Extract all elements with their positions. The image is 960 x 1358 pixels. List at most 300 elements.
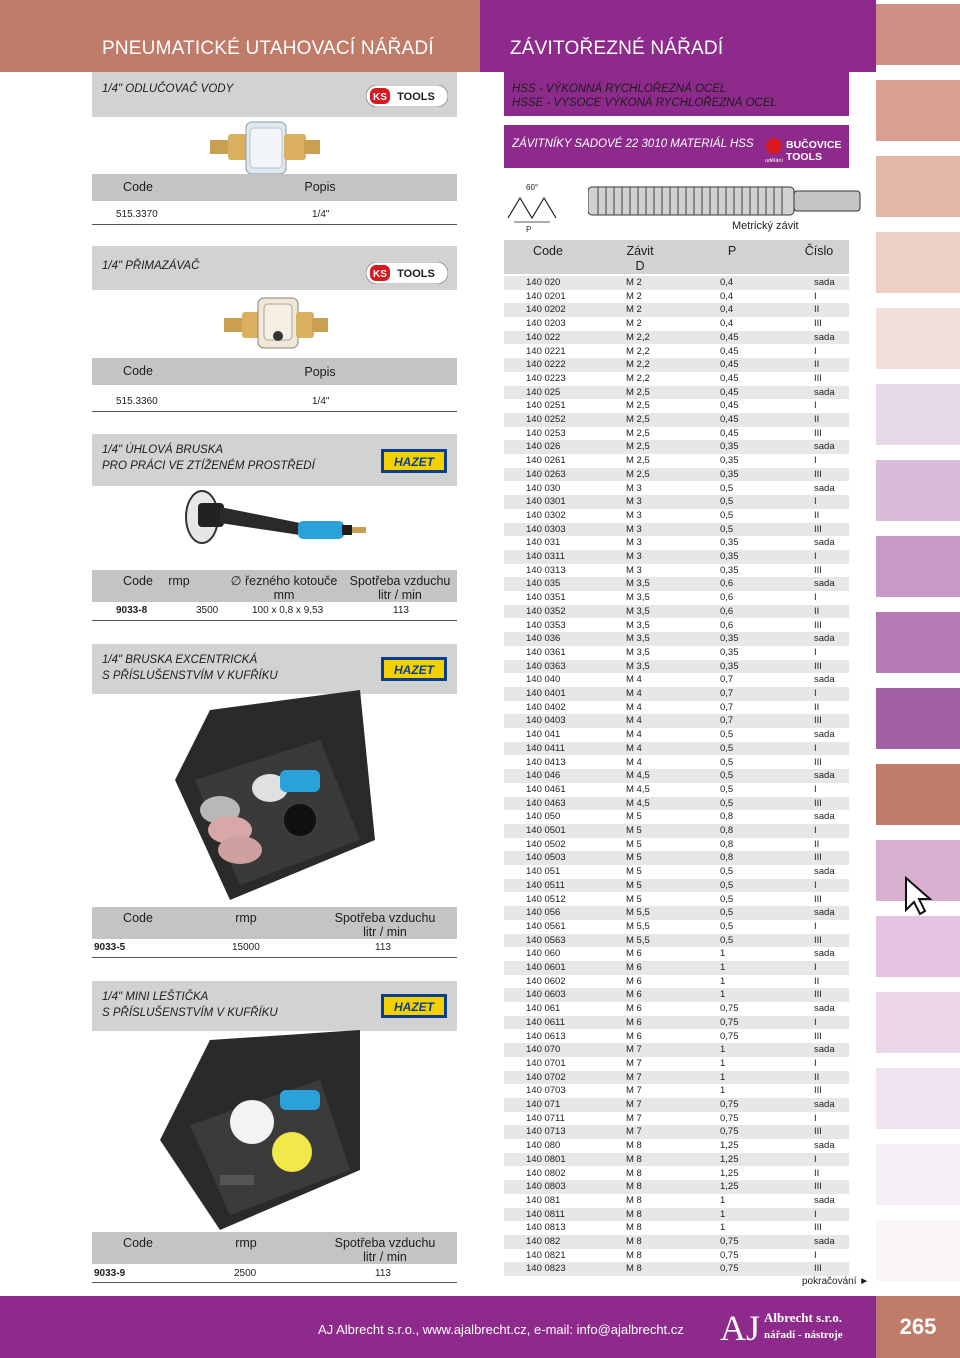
- cell-cislo: sada: [814, 907, 835, 919]
- table-rule: [92, 224, 457, 225]
- cell-cislo: I: [814, 646, 817, 658]
- cell-zavit: M 6: [626, 1016, 642, 1028]
- cell-code: 140 0813: [526, 1222, 566, 1234]
- footer-contact: AJ Albrecht s.r.o., www.ajalbrecht.cz, e-mail: info@ajalbrecht.cz: [318, 1322, 684, 1337]
- cell-zavit: M 7: [626, 1057, 642, 1069]
- cell-p: 0,5: [720, 907, 734, 919]
- table-row: [504, 386, 849, 400]
- table-row: [504, 605, 849, 619]
- table-row: [504, 1071, 849, 1085]
- cell-code: 140 0603: [526, 989, 566, 1001]
- cell-p: 0,6: [720, 592, 734, 604]
- cell-p: 1: [720, 962, 726, 973]
- cell-p: 1: [720, 1085, 726, 1097]
- cell-cislo: II: [814, 975, 820, 987]
- left-header-bar: [0, 0, 480, 72]
- cell-p: 1: [720, 1222, 726, 1234]
- table-row: [504, 1112, 849, 1126]
- table-row: [504, 523, 849, 537]
- cell-rmp: 2500: [234, 1268, 257, 1279]
- cell-p: 0,5: [720, 729, 734, 741]
- cell-code: 140 0311: [526, 551, 565, 562]
- table-row: [504, 769, 849, 783]
- cell-p: 1,25: [720, 1167, 739, 1179]
- product-title: 1/4" ODLUČOVAČ VODY: [102, 83, 234, 95]
- table-rule: [92, 411, 457, 412]
- hazet-wordmark: HAZET: [394, 1000, 434, 1014]
- svg-text:BUČOVICE: BUČOVICE: [786, 139, 842, 151]
- cell-p: 0,45: [720, 345, 739, 357]
- cell-cislo: sada: [814, 811, 835, 823]
- table-row: [504, 824, 849, 838]
- cell-zavit: M 3,5: [626, 633, 650, 645]
- table-row: [504, 906, 849, 920]
- cell-zavit: M 4: [626, 701, 642, 713]
- side-tab[interactable]: [876, 992, 960, 1053]
- cell-popis: 1/4": [312, 209, 330, 220]
- cell-zavit: M 5: [626, 825, 642, 836]
- cell-code: 140 0302: [526, 509, 566, 521]
- cell-cislo: I: [814, 592, 817, 604]
- cell-zavit: M 7: [626, 1044, 642, 1056]
- cell-cislo: II: [814, 359, 820, 371]
- cell-zavit: M 4: [626, 756, 642, 768]
- cell-cislo: sada: [814, 537, 835, 549]
- cell-code: 140 0411: [526, 742, 565, 754]
- svg-text:60°: 60°: [526, 183, 539, 192]
- table-row: [504, 975, 849, 989]
- cell-cislo: I: [814, 783, 817, 795]
- cell-zavit: M 3,5: [626, 646, 650, 658]
- cell-code: 140 0351: [526, 592, 566, 604]
- cell-p: 0,35: [720, 633, 739, 645]
- cell-p: 1,25: [720, 1153, 739, 1165]
- cell-zavit: M 5: [626, 838, 642, 850]
- cell-p: 0,8: [720, 838, 734, 850]
- cell-zavit: M 8: [626, 1167, 642, 1179]
- cell-p: 0,35: [720, 551, 739, 562]
- side-tab[interactable]: [876, 612, 960, 673]
- cell-code: 140 022: [526, 331, 561, 343]
- cell-code: 9033-8: [116, 605, 148, 616]
- cell-p: 0,5: [720, 496, 734, 508]
- col-header-code: Code: [123, 911, 153, 925]
- hazet-wordmark: HAZET: [394, 455, 434, 469]
- cell-p: 0,5: [720, 482, 734, 494]
- left-header-title: PNEUMATICKÉ UTAHOVACÍ NÁŘADÍ: [102, 38, 434, 59]
- cell-disc: 100 x 0,8 x 9,53: [252, 605, 324, 616]
- side-tab[interactable]: [876, 1220, 960, 1281]
- cell-cislo: sada: [814, 578, 835, 590]
- cell-p: 0,45: [720, 359, 739, 371]
- cell-cislo: I: [814, 551, 817, 562]
- bucovice-tools-logo: [764, 136, 862, 164]
- cell-zavit: M 3: [626, 564, 642, 576]
- col-header-d: D: [635, 259, 645, 273]
- col-header-litr-min: litr / min: [378, 588, 422, 602]
- cell-zavit: M 7: [626, 1126, 642, 1138]
- cell-zavit: M 4: [626, 688, 642, 699]
- cell-code: 140 0402: [526, 701, 566, 713]
- cell-cislo: III: [814, 715, 822, 727]
- cell-zavit: M 7: [626, 1085, 642, 1097]
- cell-p: 0,35: [720, 455, 739, 467]
- cell-code: 140 0703: [526, 1085, 566, 1097]
- cell-zavit: M 3,5: [626, 660, 650, 672]
- cell-code: 140 0711: [526, 1112, 565, 1124]
- cell-zavit: M 3: [626, 523, 642, 535]
- svg-text:KS: KS: [373, 269, 387, 280]
- cell-cislo: sada: [814, 386, 835, 398]
- right-header-bar: [480, 0, 876, 72]
- cell-code: 140 0713: [526, 1126, 566, 1138]
- cell-cislo: I: [814, 1112, 817, 1124]
- cell-p: 0,5: [720, 934, 734, 946]
- table-row: [504, 372, 849, 386]
- cell-cislo: sada: [814, 674, 835, 686]
- table-row: [504, 660, 849, 674]
- cursor-icon: [900, 876, 940, 916]
- cell-cislo: sada: [814, 633, 835, 645]
- table-row: [504, 742, 849, 756]
- cell-zavit: M 4: [626, 729, 642, 741]
- cell-code: 140 0503: [526, 852, 566, 864]
- cell-cislo: III: [814, 427, 822, 439]
- table-row: [504, 1084, 849, 1098]
- table-row: [504, 1125, 849, 1139]
- hazet-logo: [381, 994, 447, 1018]
- kstools-logo: [366, 262, 448, 284]
- product-title: 1/4" ÚHLOVÁ BRUSKA: [102, 444, 224, 456]
- table-row: [504, 440, 849, 454]
- cell-code: 140 0201: [526, 290, 566, 302]
- continue-label: pokračování ►: [802, 1276, 870, 1287]
- cell-cislo: III: [814, 619, 822, 631]
- svg-text:udělání: udělání: [764, 158, 784, 164]
- cell-zavit: M 8: [626, 1153, 642, 1165]
- cell-cislo: I: [814, 1249, 817, 1261]
- cell-p: 1: [720, 948, 726, 960]
- table-row: [504, 1221, 849, 1235]
- side-tab[interactable]: [876, 536, 960, 597]
- cell-cislo: II: [814, 509, 820, 521]
- hazet-logo: [381, 657, 447, 681]
- col-header-air-consumption: Spotřeba vzduchu: [349, 574, 451, 588]
- cell-p: 0,5: [720, 920, 734, 932]
- cell-zavit: M 8: [626, 1249, 642, 1261]
- cell-p: 0,5: [720, 523, 734, 535]
- table-row: [504, 427, 849, 441]
- cell-cislo: I: [814, 962, 817, 973]
- table-row: [504, 1002, 849, 1016]
- cell-zavit: M 2,5: [626, 427, 650, 439]
- side-tab[interactable]: [876, 1144, 960, 1205]
- cell-cislo: I: [814, 1208, 817, 1220]
- cell-zavit: M 3: [626, 551, 642, 562]
- cell-cislo: II: [814, 304, 820, 316]
- table-row: [504, 851, 849, 865]
- side-tab[interactable]: [876, 80, 960, 141]
- cell-code: 9033-9: [94, 1268, 126, 1279]
- cell-p: 1: [720, 1194, 726, 1206]
- cell-code: 515.3370: [116, 209, 158, 220]
- side-tab[interactable]: [876, 232, 960, 293]
- cell-zavit: M 2,5: [626, 400, 650, 412]
- cell-p: 0,7: [720, 688, 734, 699]
- table-row: [504, 1194, 849, 1208]
- cell-zavit: M 6: [626, 989, 642, 1001]
- cell-code: 140 040: [526, 674, 561, 686]
- cell-p: 0,35: [720, 537, 739, 549]
- col-header-rmp: rmp: [168, 574, 190, 588]
- cell-cislo: II: [814, 1167, 820, 1179]
- table-row: [504, 1153, 849, 1167]
- col-header-code: Code: [123, 574, 153, 588]
- table-row: [504, 1043, 849, 1057]
- cell-p: 1,25: [720, 1181, 739, 1193]
- cell-code: 140 0253: [526, 427, 566, 439]
- cell-zavit: M 5,5: [626, 934, 650, 946]
- cell-cislo: sada: [814, 770, 835, 782]
- cell-zavit: M 4: [626, 674, 642, 686]
- thread-caption: Metrický závit: [732, 220, 799, 232]
- cell-p: 0,35: [720, 468, 739, 480]
- table-row: [504, 317, 849, 331]
- side-tab[interactable]: [876, 764, 960, 825]
- cell-p: 0,45: [720, 427, 739, 439]
- col-header-rmp: rmp: [235, 1236, 257, 1250]
- table-row: [504, 619, 849, 633]
- cell-air: 113: [393, 605, 409, 616]
- table-row: [504, 413, 849, 427]
- cell-p: 0,35: [720, 646, 739, 658]
- cell-code: 140 0611: [526, 1016, 565, 1028]
- cell-p: 0,4: [720, 277, 734, 288]
- table-row: [504, 756, 849, 770]
- cell-code: 140 0263: [526, 468, 566, 480]
- side-tab[interactable]: [876, 156, 960, 217]
- cell-p: 0,4: [720, 318, 734, 330]
- col-header-litr-min: litr / min: [363, 1250, 407, 1264]
- side-tab[interactable]: [876, 308, 960, 369]
- cell-code: 140 081: [526, 1194, 561, 1206]
- cell-cislo: sada: [814, 948, 835, 960]
- cell-zavit: M 6: [626, 1003, 642, 1015]
- cell-p: 0,75: [720, 1263, 739, 1275]
- svg-text:KS: KS: [373, 92, 387, 103]
- cell-p: 0,5: [720, 756, 734, 768]
- cell-zavit: M 7: [626, 1112, 642, 1124]
- cell-zavit: M 2,5: [626, 455, 650, 467]
- cell-cislo: III: [814, 934, 822, 946]
- table-row: [504, 934, 849, 948]
- cell-cislo: III: [814, 372, 822, 384]
- cell-code: 140 0512: [526, 893, 566, 905]
- table-row: [504, 564, 849, 578]
- cell-p: 0,75: [720, 1126, 739, 1138]
- cell-cislo: III: [814, 1263, 822, 1275]
- cell-p: 0,7: [720, 674, 734, 686]
- cell-p: 0,4: [720, 290, 734, 302]
- cell-zavit: M 5: [626, 852, 642, 864]
- table-row: [504, 879, 849, 893]
- cell-zavit: M 2,2: [626, 331, 650, 343]
- cell-p: 0,45: [720, 414, 739, 425]
- col-header-code: Code: [123, 364, 153, 378]
- cell-p: 0,75: [720, 1112, 739, 1124]
- table-row: [504, 961, 849, 975]
- table-row: [504, 276, 849, 290]
- table-row: [504, 550, 849, 564]
- product-title: 1/4" MINI LEŠTIČKA: [102, 991, 209, 1003]
- cell-code: 140 041: [526, 729, 561, 741]
- product-title: 1/4" PŘIMAZÁVAČ: [102, 260, 200, 272]
- cell-cislo: III: [814, 797, 822, 809]
- table-row: [504, 701, 849, 715]
- table-row: [92, 209, 457, 223]
- table-row: [504, 1208, 849, 1222]
- side-tab[interactable]: [876, 460, 960, 521]
- cell-rmp: 15000: [232, 942, 260, 953]
- cell-code: 140 0563: [526, 934, 566, 946]
- table-row: [504, 947, 849, 961]
- cell-code: 140 0561: [526, 920, 566, 932]
- cell-zavit: M 6: [626, 948, 642, 960]
- cell-code: 140 070: [526, 1044, 561, 1056]
- cell-cislo: II: [814, 701, 820, 713]
- side-tab[interactable]: [876, 1068, 960, 1129]
- table-row: [504, 482, 849, 496]
- table-row: [504, 468, 849, 482]
- cell-zavit: M 4: [626, 715, 642, 727]
- cell-cislo: III: [814, 1222, 822, 1234]
- cell-p: 1,25: [720, 1140, 739, 1152]
- cell-cislo: I: [814, 496, 817, 508]
- table-row: [504, 673, 849, 687]
- cell-code: 140 0352: [526, 605, 566, 617]
- cell-p: 1: [720, 989, 726, 1001]
- thread-profile-diagram: [504, 176, 564, 232]
- cell-code: 140 0701: [526, 1057, 566, 1069]
- cell-zavit: M 2,5: [626, 468, 650, 480]
- cell-code: 140 0203: [526, 318, 566, 330]
- cell-p: 0,5: [720, 770, 734, 782]
- cell-zavit: M 2: [626, 304, 642, 316]
- table-row: [92, 396, 457, 410]
- table-row: [92, 1268, 457, 1282]
- cell-code: 140 0803: [526, 1181, 566, 1193]
- cell-cislo: I: [814, 825, 817, 836]
- svg-text:TOOLS: TOOLS: [397, 91, 435, 103]
- cell-code: 140 0823: [526, 1263, 566, 1275]
- cell-zavit: M 5: [626, 879, 642, 891]
- cell-zavit: M 3: [626, 496, 642, 508]
- cell-cislo: I: [814, 879, 817, 891]
- cell-p: 0,75: [720, 1249, 739, 1261]
- side-tab[interactable]: [876, 688, 960, 749]
- table-row: [504, 454, 849, 468]
- albrecht-logo: [720, 1302, 870, 1352]
- side-tab[interactable]: [876, 916, 960, 977]
- cell-code: 140 0361: [526, 646, 566, 658]
- cell-cislo: III: [814, 523, 822, 535]
- cell-zavit: M 2,5: [626, 414, 650, 425]
- table-row: [504, 1167, 849, 1181]
- col-header-code: Code: [533, 244, 563, 258]
- table-row: [504, 536, 849, 550]
- cell-cislo: III: [814, 1030, 822, 1042]
- table-rule: [92, 1282, 457, 1283]
- cell-cislo: III: [814, 756, 822, 768]
- cell-cislo: II: [814, 605, 820, 617]
- cell-cislo: I: [814, 345, 817, 357]
- polisher-case-image: [160, 1030, 370, 1230]
- cell-zavit: M 5: [626, 893, 642, 905]
- table-row: [504, 893, 849, 907]
- cell-cislo: II: [814, 1071, 820, 1083]
- cell-cislo: sada: [814, 1044, 835, 1056]
- angle-grinder-image: [180, 483, 380, 565]
- cell-p: 0,45: [720, 386, 739, 398]
- cell-zavit: M 2,5: [626, 386, 650, 398]
- product-title: 1/4" BRUSKA EXCENTRICKÁ: [102, 654, 258, 666]
- product-subtitle: S PŘÍSLUŠENSTVÍM V KUFŘÍKU: [102, 1007, 278, 1019]
- table-row: [504, 1235, 849, 1249]
- cell-p: 0,5: [720, 893, 734, 905]
- side-tab[interactable]: [876, 384, 960, 445]
- water-separator-image: [210, 118, 320, 176]
- cell-code: 515.3360: [116, 396, 158, 407]
- cell-p: 1: [720, 1057, 726, 1069]
- col-header-disc-diameter: ∅ řezného kotouče: [230, 574, 338, 588]
- cell-zavit: M 4,5: [626, 783, 650, 795]
- svg-text:nářadí - nástroje: nářadí - nástroje: [764, 1329, 843, 1341]
- table-row: [504, 632, 849, 646]
- cell-code: 140 061: [526, 1003, 561, 1015]
- cell-zavit: M 7: [626, 1099, 642, 1110]
- table-row: [504, 577, 849, 591]
- table-row: [504, 646, 849, 660]
- side-tab[interactable]: [876, 4, 960, 65]
- cell-cislo: III: [814, 1181, 822, 1193]
- table-row: [504, 509, 849, 523]
- table-row: [504, 1016, 849, 1030]
- table-row: [504, 591, 849, 605]
- right-header-title: ZÁVITOŘEZNÉ NÁŘADÍ: [510, 38, 724, 59]
- table-row: [504, 331, 849, 345]
- table-row: [504, 1030, 849, 1044]
- cell-zavit: M 8: [626, 1140, 642, 1152]
- cell-p: 0,5: [720, 797, 734, 809]
- table-row: [504, 495, 849, 509]
- col-header-popis: Popis: [304, 365, 336, 379]
- cell-cislo: sada: [814, 1140, 835, 1152]
- table-row: [92, 942, 457, 956]
- right-subtitle-hsse: HSSE - VYSOCE VÝKONÁ RYCHLOŘEZNÁ OCEL: [512, 97, 777, 109]
- cell-code: 140 071: [526, 1099, 561, 1110]
- cell-cislo: I: [814, 1153, 817, 1165]
- col-header-air-consumption: Spotřeba vzduchu: [334, 911, 436, 925]
- col-header-rmp: rmp: [235, 911, 257, 925]
- table-row: [504, 290, 849, 304]
- cell-zavit: M 4,5: [626, 770, 650, 782]
- cell-zavit: M 2: [626, 290, 642, 302]
- col-header-code: Code: [123, 1236, 153, 1250]
- table-row: [504, 1249, 849, 1263]
- cell-code: 140 0313: [526, 564, 566, 576]
- col-header-p: P: [727, 244, 737, 258]
- cell-p: 0,75: [720, 1099, 739, 1110]
